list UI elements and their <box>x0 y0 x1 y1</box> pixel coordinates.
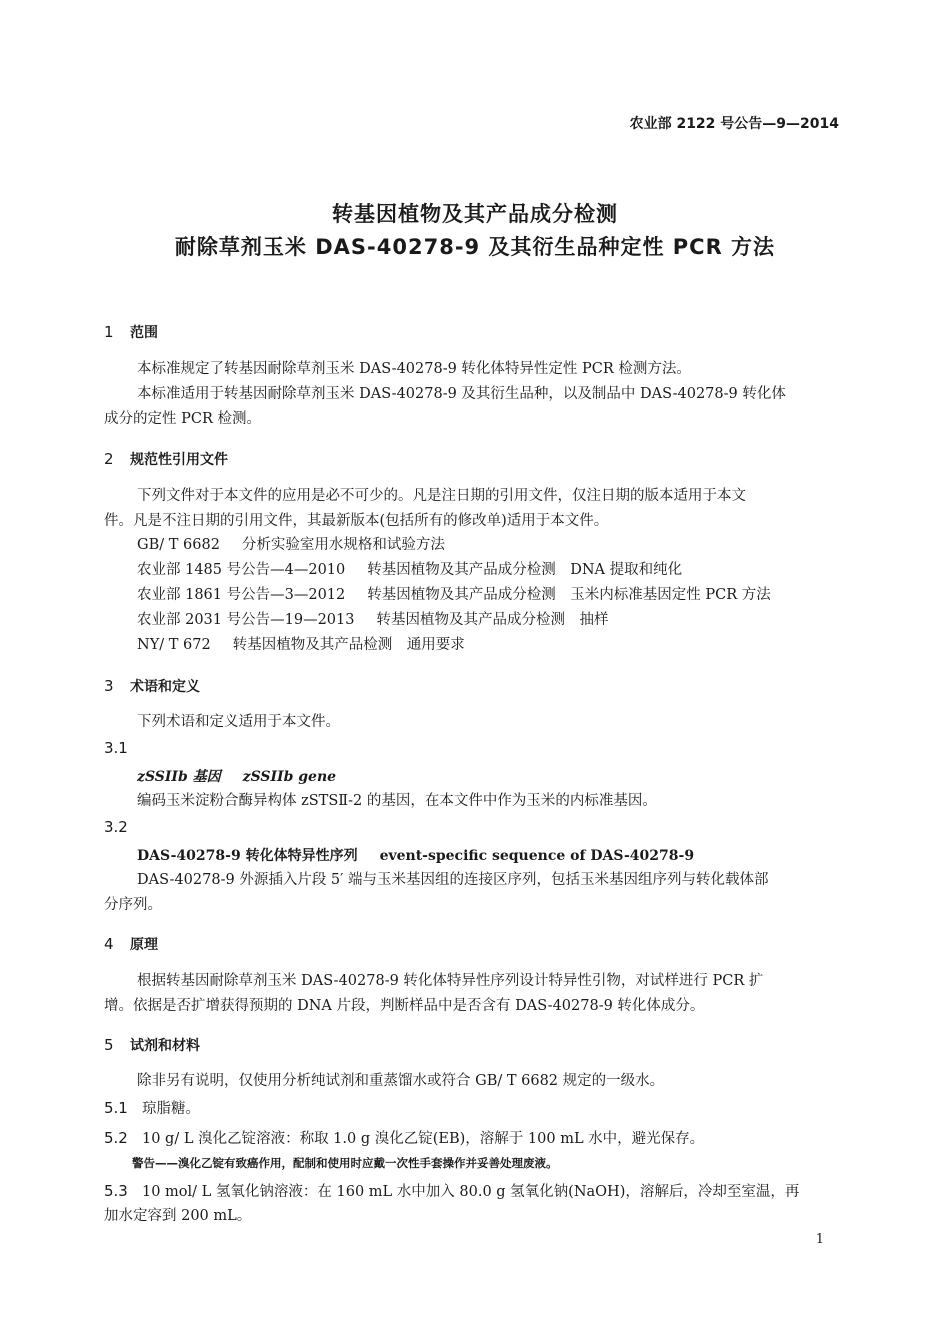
reagent-item <box>104 1179 799 1205</box>
paragraph: 下列术语和定义适用于本文件。 <box>137 714 340 730</box>
item-text: 10 mol/ L 氢氧化钠溶液：在 160 mL 水中加入 80.0 g 氢氧化钠(NaOH)，溶解后，冷却至室温，再 <box>142 1184 800 1200</box>
section-3-heading <box>104 676 200 696</box>
reagent-item <box>104 1096 200 1122</box>
term-definition: 编码玉米淀粉合酶异构体 zSTSⅡ-2 的基因，在本文件中作为玉米的内标准基因。 <box>137 793 657 809</box>
paragraph-continuation: 成分的定性 PCR 检测。 <box>104 411 261 427</box>
reference-item <box>137 608 608 633</box>
term-chinese: zSSIIb 基因 <box>137 769 221 785</box>
reference-code: 农业部 1861 号公告—3—2012 <box>137 587 346 603</box>
section-5-heading <box>104 1035 200 1055</box>
term-definition: DAS-40278-9 外源插入片段 5′ 端与玉米基因组的连接区序列，包括玉米基因组序列与转化载体部 <box>137 872 769 888</box>
section-number: 4 <box>104 935 114 953</box>
document-code: 农业部 2122 号公告—9—2014 <box>629 116 839 132</box>
section-2-heading <box>104 449 228 469</box>
term-heading <box>137 845 694 865</box>
reference-title: 转基因植物及其产品检测 通用要求 <box>232 637 465 653</box>
title-line-2: 耐除草剂玉米 DAS-40278-9 及其衍生品种定性 PCR 方法 <box>174 235 776 259</box>
term-english: event-specific sequence of DAS-40278-9 <box>379 848 695 864</box>
item-number: 5.3 <box>104 1182 128 1200</box>
item-number: 5.2 <box>104 1129 128 1147</box>
reference-item <box>137 583 771 608</box>
paragraph: 本标准规定了转基因耐除草剂玉米 DAS-40278-9 转化体特异性定性 PCR 检测方法。 <box>137 361 691 377</box>
item-text: 琼脂糖。 <box>142 1101 200 1117</box>
title-line-1: 转基因植物及其产品成分检测 <box>332 202 618 226</box>
reference-title: 转基因植物及其产品成分检测 玉米内标准基因定性 PCR 方法 <box>367 587 771 603</box>
paragraph: 根据转基因耐除草剂玉米 DAS-40278-9 转化体特异性序列设计特异性引物，对试样进行 PCR 扩 <box>137 973 764 989</box>
item-text: 10 g/ L 溴化乙锭溶液：称取 1.0 g 溴化乙锭(EB)，溶解于 100 mL 水中，避光保存。 <box>142 1131 705 1147</box>
section-title: 规范性引用文件 <box>130 452 228 468</box>
reference-code: 农业部 2031 号公告—19—2013 <box>137 612 355 628</box>
warning-note: 警告——溴化乙锭有致癌作用，配制和使用时应戴一次性手套操作并妥善处理废液。 <box>132 1156 558 1170</box>
reference-item <box>137 633 465 658</box>
section-title: 试剂和材料 <box>130 1038 200 1054</box>
term-definition-continuation: 分序列。 <box>104 897 162 913</box>
reagent-item-continuation: 加水定容到 200 mL。 <box>104 1208 252 1224</box>
reference-code: GB/ T 6682 <box>137 537 220 553</box>
paragraph-continuation: 件。凡是不注日期的引用文件，其最新版本(包括所有的修改单)适用于本文件。 <box>104 513 609 529</box>
section-number: 2 <box>104 450 114 468</box>
reference-code: 农业部 1485 号公告—4—2010 <box>137 562 346 578</box>
item-number: 5.1 <box>104 1099 128 1117</box>
paragraph: 下列文件对于本文件的应用是必不可少的。凡是注日期的引用文件，仅注日期的版本适用于本文 <box>137 488 746 504</box>
term-heading <box>137 766 336 786</box>
section-number: 3 <box>104 677 114 695</box>
term-chinese: DAS-40278-9 转化体特异性序列 <box>137 848 358 864</box>
reference-title: 转基因植物及其产品成分检测 DNA 提取和纯化 <box>367 562 683 578</box>
section-4-heading <box>104 934 158 954</box>
reference-item <box>137 533 445 558</box>
section-1-heading <box>104 322 158 342</box>
paragraph: 除非另有说明，仅使用分析纯试剂和重蒸馏水或符合 GB/ T 6682 规定的一级水。 <box>137 1073 665 1089</box>
term-english: zSSIIb gene <box>242 769 337 785</box>
reference-title: 转基因植物及其产品成分检测 抽样 <box>376 612 609 628</box>
paragraph-continuation: 增。依据是否扩增获得预期的 DNA 片段，判断样品中是否含有 DAS-40278-9 转化体成分。 <box>104 998 705 1014</box>
reference-title: 分析实验室用水规格和试验方法 <box>241 537 445 553</box>
paragraph: 本标准适用于转基因耐除草剂玉米 DAS-40278-9 及其衍生品种，以及制品中 DAS-40278-9 转化体 <box>137 386 786 402</box>
reference-item <box>137 558 682 583</box>
section-number: 5 <box>104 1036 114 1054</box>
section-title: 术语和定义 <box>130 679 200 695</box>
reference-code: NY/ T 672 <box>137 637 211 653</box>
page-number: 1 <box>815 1232 824 1247</box>
reagent-item <box>104 1126 704 1152</box>
term-number: 3.1 <box>104 739 128 757</box>
section-number: 1 <box>104 323 114 341</box>
section-title: 范围 <box>130 325 158 341</box>
section-title: 原理 <box>130 937 158 953</box>
term-number: 3.2 <box>104 818 128 836</box>
